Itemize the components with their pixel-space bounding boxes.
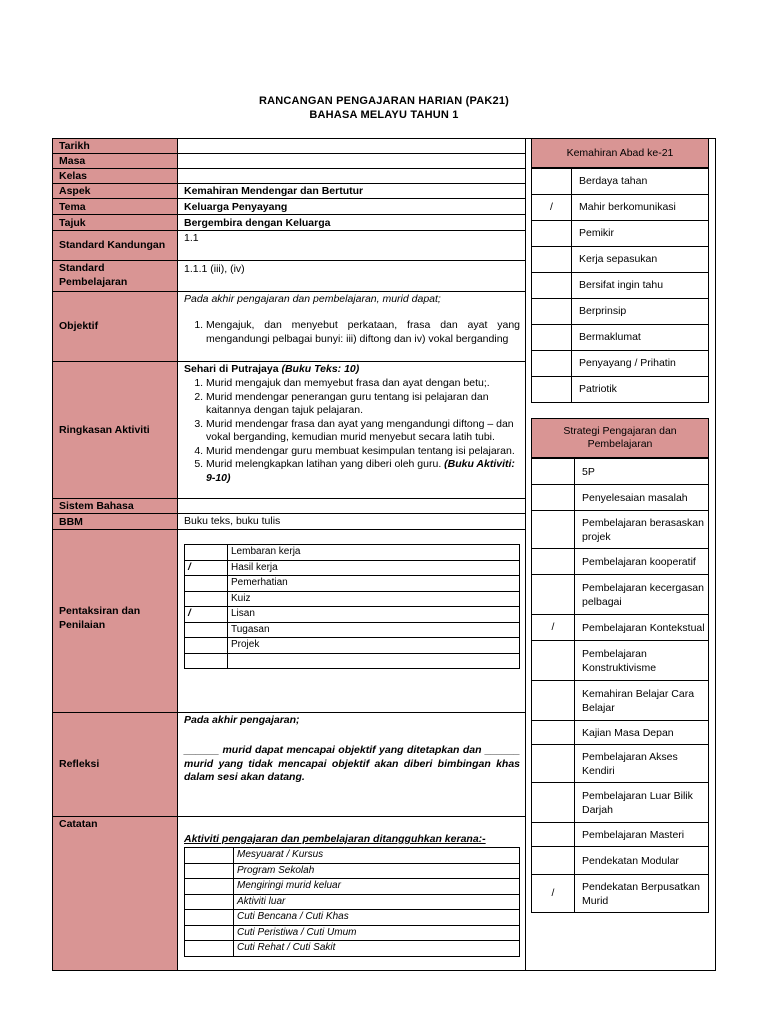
kemahiran-item: Pemikir: [579, 227, 615, 239]
strategi-row: [531, 640, 709, 681]
kemahiran-row: [531, 376, 709, 403]
kemahiran-row: [531, 220, 709, 247]
label-refleksi: Refleksi: [59, 758, 100, 770]
catatan-row: [185, 863, 520, 879]
value-tajuk: Bergembira dengan Keluarga: [184, 217, 331, 229]
strategi-item: Pendekatan Berpusatkan Murid: [582, 880, 700, 907]
strategi-mark[interactable]: [532, 459, 575, 484]
strategi-mark[interactable]: /: [532, 615, 575, 640]
kemahiran-row: [531, 272, 709, 299]
label-pentaksiran: Pentaksiran dan Penilaian: [59, 605, 141, 631]
label-standard-kandungan: Standard Kandungan: [59, 239, 166, 251]
ringkasan-item: 1. Murid mengajuk dan memyebut frasa dan ayat dengan betu;.: [206, 377, 520, 391]
strategi-mark[interactable]: [532, 485, 575, 510]
document-subtitle: BAHASA MELAYU TAHUN 1: [309, 109, 459, 121]
strategi-item: Penyelesaian masalah: [582, 491, 688, 504]
objektif-intro: Pada akhir pengajaran dan pembelajaran, murid dapat;: [184, 293, 441, 305]
catatan-mark[interactable]: [185, 941, 234, 957]
strategi-mark[interactable]: [532, 783, 575, 822]
strategi-row: [531, 874, 709, 913]
strategi-row: [531, 680, 709, 721]
kemahiran-mark[interactable]: [532, 273, 572, 298]
pentaksiran-option: Lembaran kerja: [228, 545, 520, 561]
kemahiran-item: Kerja sepasukan: [579, 253, 658, 265]
objektif-list: [184, 319, 520, 346]
kemahiran-item: Berdaya tahan: [579, 175, 648, 187]
pentaksiran-row: [185, 576, 520, 592]
ringkasan-item: 3. Murid mendengar frasa dan ayat yang mengandungi diftong – dan vokal berganding, kemudian murid menyebut secara latih tubi.: [206, 418, 520, 445]
pentaksiran-row: [185, 607, 520, 623]
label-standard-pembelajaran: Standard Pembelajaran: [59, 262, 128, 288]
label-tajuk: Tajuk: [59, 217, 86, 229]
pentaksiran-option: Projek: [228, 638, 520, 654]
catatan-row: [185, 941, 520, 957]
strategi-row: [531, 484, 709, 511]
strategi-row: [531, 744, 709, 783]
strategi-item: Pembelajaran Luar Bilik Darjah: [582, 789, 693, 816]
pentaksiran-option: Pemerhatian: [228, 576, 520, 592]
pentaksiran-mark[interactable]: [185, 545, 228, 561]
strategi-mark[interactable]: [532, 575, 575, 614]
kemahiran-header: Kemahiran Abad ke-21: [531, 138, 709, 168]
strategi-mark[interactable]: [532, 823, 575, 846]
pentaksiran-row: [185, 638, 520, 654]
catatan-mark[interactable]: [185, 925, 234, 941]
catatan-row: [185, 925, 520, 941]
pentaksiran-mark[interactable]: [185, 591, 228, 607]
catatan-mark[interactable]: [185, 910, 234, 926]
strategi-row: [531, 782, 709, 823]
kemahiran-row: [531, 194, 709, 221]
catatan-intro: Aktiviti pengajaran dan pembelajaran ditangguhkan kerana:-: [184, 833, 486, 845]
kemahiran-mark[interactable]: [532, 169, 572, 194]
catatan-option: Program Sekolah: [234, 863, 520, 879]
strategi-row: [531, 574, 709, 615]
label-ringkasan-aktiviti: Ringkasan Aktiviti: [59, 424, 150, 436]
ringkasan-item: 4. Murid mendengar guru membuat kesimpulan tentang isi pelajaran.: [206, 445, 520, 459]
pentaksiran-option: Kuiz: [228, 591, 520, 607]
strategi-mark[interactable]: [532, 721, 575, 744]
strategi-item: Pembelajaran kecergasan pelbagai: [582, 581, 704, 608]
refleksi-line2: ______ murid dapat mencapai objektif yang ditetapkan dan ______ murid yang tidak mencapai objektif akan diberi bimbingan khas dalam sesi akan datang.: [184, 744, 520, 783]
strategi-item: Pembelajaran kooperatif: [582, 555, 696, 568]
kemahiran-item: Penyayang / Prihatin: [579, 357, 676, 369]
pentaksiran-row: [185, 591, 520, 607]
kemahiran-row: [531, 350, 709, 377]
label-kelas: Kelas: [59, 170, 88, 182]
ringkasan-heading-ref: (Buku Teks: 10): [281, 363, 360, 375]
label-aspek: Aspek: [59, 185, 91, 197]
ringkasan-heading: [184, 363, 359, 375]
strategi-item: Pembelajaran Kontekstual: [582, 621, 705, 634]
label-tema: Tema: [59, 201, 86, 213]
kemahiran-item: Patriotik: [579, 383, 617, 395]
catatan-option: Mesyuarat / Kursus: [234, 848, 520, 864]
catatan-table: [184, 847, 520, 957]
value-bbm: Buku teks, buku tulis: [184, 515, 281, 527]
pentaksiran-option: Lisan: [228, 607, 520, 623]
pentaksiran-mark[interactable]: /: [185, 607, 228, 623]
strategi-item: Pendekatan Modular: [582, 854, 679, 867]
strategi-row: [531, 458, 709, 485]
value-standard-pembelajaran: 1.1.1 (iii), (iv): [184, 263, 245, 275]
strategi-row: [531, 720, 709, 745]
strategi-item: 5P: [582, 465, 595, 478]
pentaksiran-row: [185, 653, 520, 669]
pentaksiran-option: Hasil kerja: [228, 560, 520, 576]
document-title: RANCANGAN PENGAJARAN HARIAN (PAK21): [258, 95, 510, 107]
kemahiran-row: [531, 168, 709, 195]
value-tema: Keluarga Penyayang: [184, 201, 288, 213]
kemahiran-mark[interactable]: [532, 351, 572, 376]
strategi-row: [531, 548, 709, 575]
kemahiran-item: Bersifat ingin tahu: [579, 279, 664, 291]
strategi-item: Pembelajaran Konstruktivisme: [582, 647, 657, 674]
label-masa: Masa: [59, 155, 86, 167]
kemahiran-mark[interactable]: [532, 325, 572, 350]
value-standard-kandungan: 1.1: [184, 232, 199, 244]
pentaksiran-row: [185, 622, 520, 638]
catatan-option: Cuti Peristiwa / Cuti Umum: [234, 925, 520, 941]
strategi-item: Kemahiran Belajar Cara Belajar: [582, 687, 695, 714]
pentaksiran-mark[interactable]: [185, 622, 228, 638]
pentaksiran-mark[interactable]: /: [185, 560, 228, 576]
catatan-mark[interactable]: [185, 879, 234, 895]
catatan-row: [185, 910, 520, 926]
pentaksiran-option: Tugasan: [228, 622, 520, 638]
kemahiran-row: [531, 246, 709, 273]
catatan-row: [185, 879, 520, 895]
kemahiran-item: Bermaklumat: [579, 331, 641, 343]
ringkasan-item5-ref: (Buku Aktiviti: 9-10): [206, 458, 515, 484]
ringkasan-item: 2. Murid mendengar penerangan guru tentang isi pelajaran dan kaitannya dengan tajuk pelajaran.: [206, 391, 520, 418]
pentaksiran-mark[interactable]: [185, 638, 228, 654]
kemahiran-mark[interactable]: [532, 299, 572, 324]
value-aspek: Kemahiran Mendengar dan Bertutur: [184, 185, 364, 197]
kemahiran-row: [531, 298, 709, 325]
kemahiran-mark[interactable]: [532, 221, 572, 246]
kemahiran-item: Berprinsip: [579, 305, 627, 317]
strategi-mark[interactable]: [532, 511, 575, 548]
catatan-option: Aktiviti luar: [234, 894, 520, 910]
refleksi-line1: Pada akhir pengajaran;: [184, 714, 300, 726]
pentaksiran-row: [185, 560, 520, 576]
catatan-row: [185, 848, 520, 864]
strategi-mark[interactable]: [532, 847, 575, 874]
strategi-mark[interactable]: [532, 681, 575, 720]
catatan-option: Cuti Rehat / Cuti Sakit: [234, 941, 520, 957]
strategi-row: [531, 822, 709, 847]
strategi-mark[interactable]: [532, 745, 575, 782]
ringkasan-heading-text: Sehari di Putrajaya: [184, 363, 279, 375]
catatan-option: Mengiringi murid keluar: [234, 879, 520, 895]
label-tarikh: Tarikh: [59, 140, 90, 152]
strategi-row: [531, 846, 709, 875]
kemahiran-mark[interactable]: [532, 247, 572, 272]
catatan-option: Cuti Bencana / Cuti Khas: [234, 910, 520, 926]
pentaksiran-mark[interactable]: [185, 576, 228, 592]
pentaksiran-table: [184, 544, 520, 669]
pentaksiran-option: [228, 653, 520, 669]
kemahiran-item: Mahir berkomunikasi: [579, 201, 676, 213]
catatan-mark[interactable]: [185, 848, 234, 864]
strategi-item: Kajian Masa Depan: [582, 726, 674, 739]
strategi-item: Pembelajaran berasaskan projek: [582, 516, 704, 543]
label-bbm: BBM: [59, 516, 83, 528]
label-objektif: Objektif: [59, 320, 99, 332]
catatan-row: [185, 894, 520, 910]
ringkasan-list: [184, 377, 520, 485]
strategi-item: Pembelajaran Masteri: [582, 828, 685, 841]
strategi-mark[interactable]: /: [532, 875, 575, 912]
ringkasan-item: 5. Murid melengkapkan latihan yang diberi oleh guru. (Buku Aktiviti: 9-10): [206, 458, 520, 485]
label-catatan: Catatan: [59, 818, 98, 830]
strategi-row: [531, 510, 709, 549]
kemahiran-mark[interactable]: /: [532, 195, 572, 220]
objektif-item: 1. Mengajuk, dan menyebut perkataan, frasa dan ayat yang mengandungi pelbagai bunyi: iii) diftong dan iv) vokal berganding: [206, 319, 520, 346]
label-sistem-bahasa: Sistem Bahasa: [59, 500, 134, 512]
kemahiran-mark[interactable]: [532, 377, 572, 402]
strategi-mark[interactable]: [532, 549, 575, 574]
kemahiran-row: [531, 324, 709, 351]
strategi-row: [531, 614, 709, 641]
catatan-mark[interactable]: [185, 894, 234, 910]
strategi-mark[interactable]: [532, 641, 575, 680]
strategi-item: Pembelajaran Akses Kendiri: [582, 750, 678, 777]
strategi-header: Strategi Pengajaran dan Pembelajaran: [531, 418, 709, 458]
pentaksiran-mark[interactable]: [185, 653, 228, 669]
catatan-mark[interactable]: [185, 863, 234, 879]
main-table: [52, 138, 526, 971]
pentaksiran-row: [185, 545, 520, 561]
